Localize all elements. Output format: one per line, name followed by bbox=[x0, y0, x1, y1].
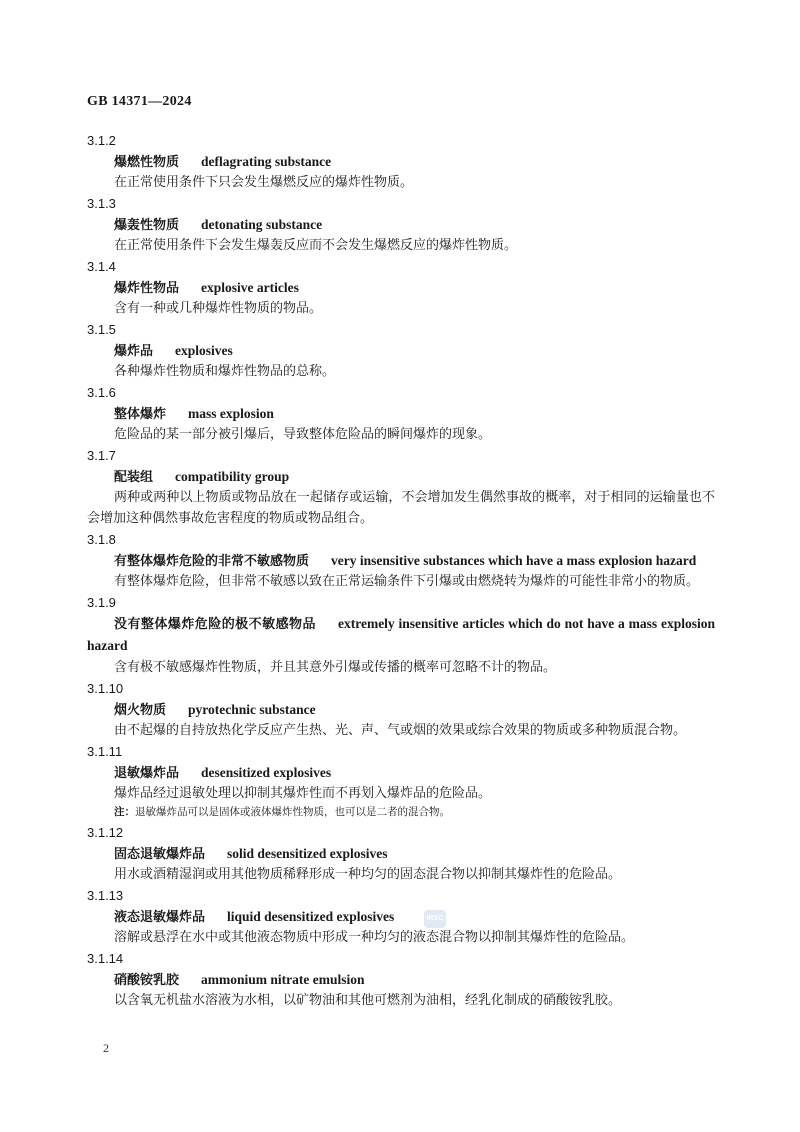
term-zh: 爆轰性物质 bbox=[114, 218, 180, 233]
term-en: mass explosion bbox=[188, 406, 274, 421]
term-entry bbox=[87, 592, 715, 678]
standard-code: GB 14371—2024 bbox=[87, 94, 192, 109]
term-zh: 液态退敏爆炸品 bbox=[114, 910, 206, 925]
term-number: 3.1.12 bbox=[87, 825, 124, 840]
term-entry bbox=[87, 529, 715, 592]
term-definition: 含有极不敏感爆炸性物质，并且其意外引爆或传播的概率可忽略不计的物品。 bbox=[114, 660, 557, 675]
term-zh: 烟火物质 bbox=[114, 703, 167, 718]
term-entry bbox=[87, 741, 715, 822]
term-number: 3.1.3 bbox=[87, 196, 116, 211]
term-title bbox=[87, 151, 715, 172]
term-title bbox=[87, 762, 715, 783]
term-en: compatibility group bbox=[175, 469, 290, 484]
term-number: 3.1.10 bbox=[87, 681, 124, 696]
term-zh: 有整体爆炸危险的非常不敏感物质 bbox=[114, 554, 310, 569]
term-entry bbox=[87, 445, 715, 529]
term-entry bbox=[87, 822, 715, 885]
term-zh: 爆炸性物品 bbox=[114, 281, 180, 296]
term-number: 3.1.8 bbox=[87, 532, 116, 547]
watermark-logo: IRSC bbox=[424, 910, 446, 928]
term-note bbox=[87, 804, 715, 822]
term-title bbox=[87, 340, 715, 361]
term-definition: 以含氧无机盐水溶液为水相，以矿物油和其他可燃剂为油相，经乳化制成的硝酸铵乳胶。 bbox=[114, 993, 622, 1008]
term-number: 3.1.6 bbox=[87, 385, 116, 400]
term-entry bbox=[87, 678, 715, 741]
term-en: ammonium nitrate emulsion bbox=[201, 972, 365, 987]
term-definition: 爆炸品经过退敏处理以抑制其爆炸性而不再划入爆炸品的危险品。 bbox=[114, 786, 492, 801]
term-entry bbox=[87, 319, 715, 382]
term-definition: 有整体爆炸危险，但非常不敏感以致在正常运输条件下引爆或由燃烧转为爆炸的可能性非常小的物质。 bbox=[114, 574, 700, 589]
term-number: 3.1.7 bbox=[87, 448, 116, 463]
term-en: detonating substance bbox=[201, 217, 323, 232]
term-en: liquid desensitized explosives bbox=[227, 909, 395, 924]
term-en: explosive articles bbox=[201, 280, 299, 295]
term-list bbox=[87, 130, 715, 1011]
term-definition: 含有一种或几种爆炸性物质的物品。 bbox=[114, 301, 323, 316]
term-title bbox=[87, 466, 715, 487]
term-en: explosives bbox=[175, 343, 233, 358]
term-en: deflagrating substance bbox=[201, 154, 332, 169]
term-zh: 退敏爆炸品 bbox=[114, 766, 180, 781]
term-number: 3.1.9 bbox=[87, 595, 116, 610]
page-number: 2 bbox=[103, 1041, 109, 1055]
term-zh: 爆燃性物质 bbox=[114, 155, 180, 170]
term-number: 3.1.14 bbox=[87, 951, 124, 966]
term-zh: 没有整体爆炸危险的极不敏感物品 bbox=[114, 617, 316, 632]
term-zh: 硝酸铵乳胶 bbox=[114, 973, 180, 988]
term-definition: 由不起爆的自持放热化学反应产生热、光、声、气或烟的效果或综合效果的物质或多种物质混合物。 bbox=[114, 723, 687, 738]
term-en: solid desensitized explosives bbox=[227, 846, 388, 861]
term-title bbox=[87, 403, 715, 424]
term-definition: 用水或酒精湿润或用其他物质稀释形成一种均匀的固态混合物以抑制其爆炸性的危险品。 bbox=[114, 867, 622, 882]
term-definition: 溶解或悬浮在水中或其他液态物质中形成一种均匀的液态混合物以抑制其爆炸性的危险品。 bbox=[114, 930, 635, 945]
term-number: 3.1.2 bbox=[87, 133, 116, 148]
term-definition: 在正常使用条件下只会发生爆燃反应的爆炸性物质。 bbox=[114, 175, 414, 190]
term-entry bbox=[87, 885, 715, 948]
term-en: desensitized explosives bbox=[201, 765, 332, 780]
term-entry bbox=[87, 256, 715, 319]
term-title bbox=[87, 969, 715, 990]
term-entry bbox=[87, 193, 715, 256]
term-definition: 各种爆炸性物质和爆炸性物品的总称。 bbox=[114, 364, 336, 379]
term-zh: 爆炸品 bbox=[114, 344, 154, 359]
note-text: 退敏爆炸品可以是固体或液体爆炸性物质，也可以是二者的混合物。 bbox=[135, 806, 450, 818]
term-entry bbox=[87, 382, 715, 445]
term-entry bbox=[87, 948, 715, 1011]
term-title bbox=[87, 214, 715, 235]
term-definition: 两种或两种以上物质或物品放在一起储存或运输，不会增加发生偶然事故的概率，对于相同的运输量也不会增加这种偶然事故危害程度的物质或物品组合。 bbox=[87, 490, 715, 526]
term-title bbox=[87, 906, 715, 927]
term-number: 3.1.11 bbox=[87, 744, 123, 759]
term-title bbox=[87, 699, 715, 720]
term-title bbox=[87, 843, 715, 864]
term-number: 3.1.13 bbox=[87, 888, 124, 903]
term-title bbox=[87, 277, 715, 298]
term-number: 3.1.4 bbox=[87, 259, 116, 274]
term-zh: 整体爆炸 bbox=[114, 407, 167, 422]
term-title bbox=[87, 613, 715, 657]
note-label: 注： bbox=[114, 806, 135, 818]
term-en: pyrotechnic substance bbox=[188, 702, 316, 717]
term-number: 3.1.5 bbox=[87, 322, 116, 337]
term-zh: 固态退敏爆炸品 bbox=[114, 847, 206, 862]
term-definition: 在正常使用条件下会发生爆轰反应而不会发生爆燃反应的爆炸性物质。 bbox=[114, 238, 518, 253]
term-entry bbox=[87, 130, 715, 193]
term-zh: 配装组 bbox=[114, 470, 154, 485]
term-en: extremely insensitive articles which do not have a mass explosion hazard bbox=[87, 616, 715, 653]
term-definition: 危险品的某一部分被引爆后，导致整体危险品的瞬间爆炸的现象。 bbox=[114, 427, 492, 442]
term-title bbox=[87, 550, 715, 571]
term-en: very insensitive substances which have a mass explosion hazard bbox=[331, 553, 697, 568]
